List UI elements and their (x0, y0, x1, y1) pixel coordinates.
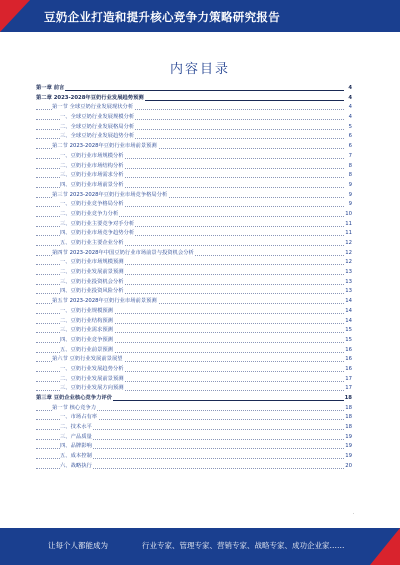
toc-entry-page: 17 (344, 375, 352, 385)
toc-entry[interactable] (36, 355, 352, 365)
toc-entry[interactable] (36, 317, 352, 327)
toc-entry[interactable] (36, 394, 352, 404)
toc-entry[interactable] (36, 94, 352, 104)
toc-entry-page: 13 (344, 278, 352, 288)
toc-entry[interactable] (36, 210, 352, 220)
toc-entry-page: 4 (347, 84, 352, 94)
toc-entry-text: 第四节 2023-2028年中国豆奶行业市场前景与投资机会分析 (52, 249, 194, 256)
toc-entry-text: 第一节 全球豆奶行业发展现状分析 (52, 104, 134, 111)
toc-entry-page: 15 (344, 326, 352, 336)
toc-entry[interactable] (36, 404, 352, 414)
toc-entry-page: 17 (344, 384, 352, 394)
toc-entry-page: 4 (348, 113, 352, 123)
toc-entry-page: 18 (344, 413, 352, 423)
header-red-corner (0, 0, 30, 32)
toc-entry[interactable] (36, 413, 352, 423)
toc-entry-page: 18 (344, 394, 352, 404)
toc-entry[interactable] (36, 171, 352, 181)
toc-entry-text: 二、豆奶行业发展前景预测 (60, 269, 124, 276)
toc-entry-page: 16 (344, 346, 352, 356)
toc-entry-page: 8 (348, 171, 352, 181)
toc-entry-page: 9 (348, 200, 352, 210)
toc-entry-page: 16 (344, 365, 352, 375)
toc-entry-text: 二、豆奶行业竞争力分析 (60, 210, 119, 217)
toc-entry-page: 13 (344, 268, 352, 278)
toc-entry-page: 11 (344, 229, 352, 239)
toc-entry[interactable] (36, 268, 352, 278)
toc-entry-page: 12 (344, 239, 352, 249)
toc-entry[interactable] (36, 452, 352, 462)
report-title: 豆奶企业打造和提升核心竞争力策略研究报告 (44, 10, 280, 24)
toc-entry-page: 14 (344, 307, 352, 317)
page-marker-dot: · (352, 511, 354, 516)
toc-entry-text: 一、全球豆奶行业发展规模分析 (60, 114, 135, 121)
toc-entry-page: 16 (344, 355, 352, 365)
toc-entry[interactable] (36, 297, 352, 307)
toc-entry-text: 四、豆奶行业市场竞争趋势分析 (60, 230, 135, 237)
toc-entry-text: 三、产品质量 (60, 433, 92, 440)
toc-entry[interactable] (36, 462, 352, 472)
toc-entry-page: 9 (348, 181, 352, 191)
toc-entry-page: 20 (344, 462, 352, 472)
toc-entry[interactable] (36, 229, 352, 239)
toc-entry-page: 4 (348, 103, 352, 113)
toc-entry[interactable] (36, 249, 352, 259)
toc-entry-text: 三、豆奶行业市场需求分析 (60, 172, 124, 179)
toc-entry[interactable] (36, 113, 352, 123)
toc-entry-text: 一、豆奶行业市场规模预测 (60, 259, 124, 266)
toc-entry-text: 五、成本控制 (60, 453, 92, 460)
toc-entry[interactable] (36, 200, 352, 210)
toc-entry-text: 五、豆奶行业主要企业分析 (60, 240, 124, 246)
toc-entry[interactable] (36, 181, 352, 191)
toc-entry-page: 14 (344, 317, 352, 327)
toc-entry[interactable] (36, 423, 352, 433)
toc-entry-text: 四、豆奶行业竞争预测 (60, 336, 113, 343)
toc-entry-page: 15 (344, 336, 352, 346)
toc-entry[interactable] (36, 191, 352, 201)
toc-entry-text: 三、全球豆奶行业发展趋势分析 (60, 133, 135, 140)
toc-entry-text: 第三节 2023-2028年豆奶行业市场竞争格局分析 (52, 191, 168, 198)
toc-entry-page: 19 (344, 442, 352, 452)
toc-entry-page: 10 (344, 210, 352, 220)
toc-entry[interactable] (36, 326, 352, 336)
toc-title: 内容目录 (169, 62, 230, 77)
toc-entry-text: 一、豆奶行业发展趋势分析 (60, 365, 124, 372)
toc-entry-text: 三、豆奶行业发展方向预测 (60, 385, 124, 392)
toc-entry-text: 六、战略执行 (60, 462, 92, 469)
toc-entry-text: 一、豆奶行业市场规模分析 (60, 152, 124, 159)
toc-entry[interactable] (36, 84, 352, 94)
toc-entry-text: 三、豆奶行业需求预测 (60, 327, 113, 334)
toc-entry[interactable] (36, 258, 352, 268)
toc-leader-dots (36, 90, 344, 91)
toc-entry-text: 二、技术水平 (60, 424, 92, 431)
footer-red-corner (370, 528, 400, 565)
toc-entry[interactable] (36, 152, 352, 162)
table-of-contents (36, 84, 352, 472)
toc-entry-text: 一、豆奶行业规模预测 (60, 307, 113, 314)
toc-entry-text: 五、豆奶行业前景预测 (60, 346, 113, 353)
toc-entry[interactable] (36, 220, 352, 230)
toc-entry-text: 三、豆奶行业投资机会分析 (60, 278, 124, 285)
toc-entry-page: 4 (347, 94, 352, 104)
toc-entry-text: 第六节 豆奶行业发展前景展望 (52, 356, 123, 363)
toc-entry-text: 第三章 豆奶企业核心竞争力评价 (36, 395, 113, 401)
toc-entry-page: 19 (344, 452, 352, 462)
toc-entry-page: 12 (344, 249, 352, 259)
toc-entry[interactable] (36, 132, 352, 142)
toc-entry[interactable] (36, 433, 352, 443)
toc-entry-text: 四、豆奶行业市场前景分析 (60, 181, 124, 188)
footer-slogan-tail: 行业专家、管理专家、营销专家、战略专家、成功企业家…… (142, 541, 345, 550)
toc-entry[interactable] (36, 142, 352, 152)
toc-entry-text: 二、豆奶行业结构预测 (60, 317, 113, 324)
toc-entry-page: 6 (348, 142, 352, 152)
toc-entry-page: 12 (344, 258, 352, 268)
toc-entry[interactable] (36, 365, 352, 375)
toc-entry[interactable] (36, 239, 352, 249)
toc-entry[interactable] (36, 162, 352, 172)
toc-entry-text: 一、豆奶行业竞争格局分析 (60, 201, 124, 208)
toc-entry-text: 第二节 2023-2028年豆奶行业市场前景预测 (52, 143, 157, 150)
toc-entry-text: 第一章 前言 (36, 85, 65, 91)
toc-entry-page: 14 (344, 297, 352, 307)
toc-entry-page: 6 (348, 132, 352, 142)
toc-entry-text: 二、豆奶行业发展前景预测 (60, 375, 124, 382)
toc-entry[interactable] (36, 442, 352, 452)
toc-entry-page: 7 (348, 152, 352, 162)
toc-entry[interactable] (36, 123, 352, 133)
toc-entry-page: 8 (348, 162, 352, 172)
toc-entry-page: 18 (344, 404, 352, 414)
toc-entry-page: 9 (348, 191, 352, 201)
toc-entry-page: 5 (348, 123, 352, 133)
toc-entry-text: 四、豆奶行业投资风险分析 (60, 288, 124, 295)
toc-entry[interactable] (36, 375, 352, 385)
toc-entry-text: 四、品牌影响 (60, 443, 92, 450)
toc-entry[interactable] (36, 307, 352, 317)
toc-entry-page: 11 (344, 220, 352, 230)
toc-entry[interactable] (36, 103, 352, 113)
toc-entry[interactable] (36, 346, 352, 356)
footer-slogan-lead: 让每个人都能成为 (48, 541, 108, 550)
toc-entry-page: 19 (344, 433, 352, 443)
toc-entry-text: 二、全球豆奶行业发展格局分析 (60, 123, 135, 130)
toc-entry-text: 第一节 核心竞争力 (52, 404, 97, 411)
toc-entry-page: 18 (344, 423, 352, 433)
toc-entry-text: 三、豆奶行业主要竞争对手分析 (60, 220, 135, 227)
toc-entry-text: 第五节 2023-2028年豆奶行业市场前景预测 (52, 298, 157, 305)
toc-entry-text: 一、市场占有率 (60, 414, 98, 421)
toc-entry[interactable] (36, 336, 352, 346)
toc-entry-text: 二、豆奶行业市场结构分析 (60, 162, 124, 169)
toc-entry[interactable] (36, 384, 352, 394)
toc-entry[interactable] (36, 287, 352, 297)
toc-entry[interactable] (36, 278, 352, 288)
toc-entry-text: 第二章 2023-2028年豆奶行业发展趋势预测 (36, 94, 144, 101)
toc-entry-page: 13 (344, 287, 352, 297)
